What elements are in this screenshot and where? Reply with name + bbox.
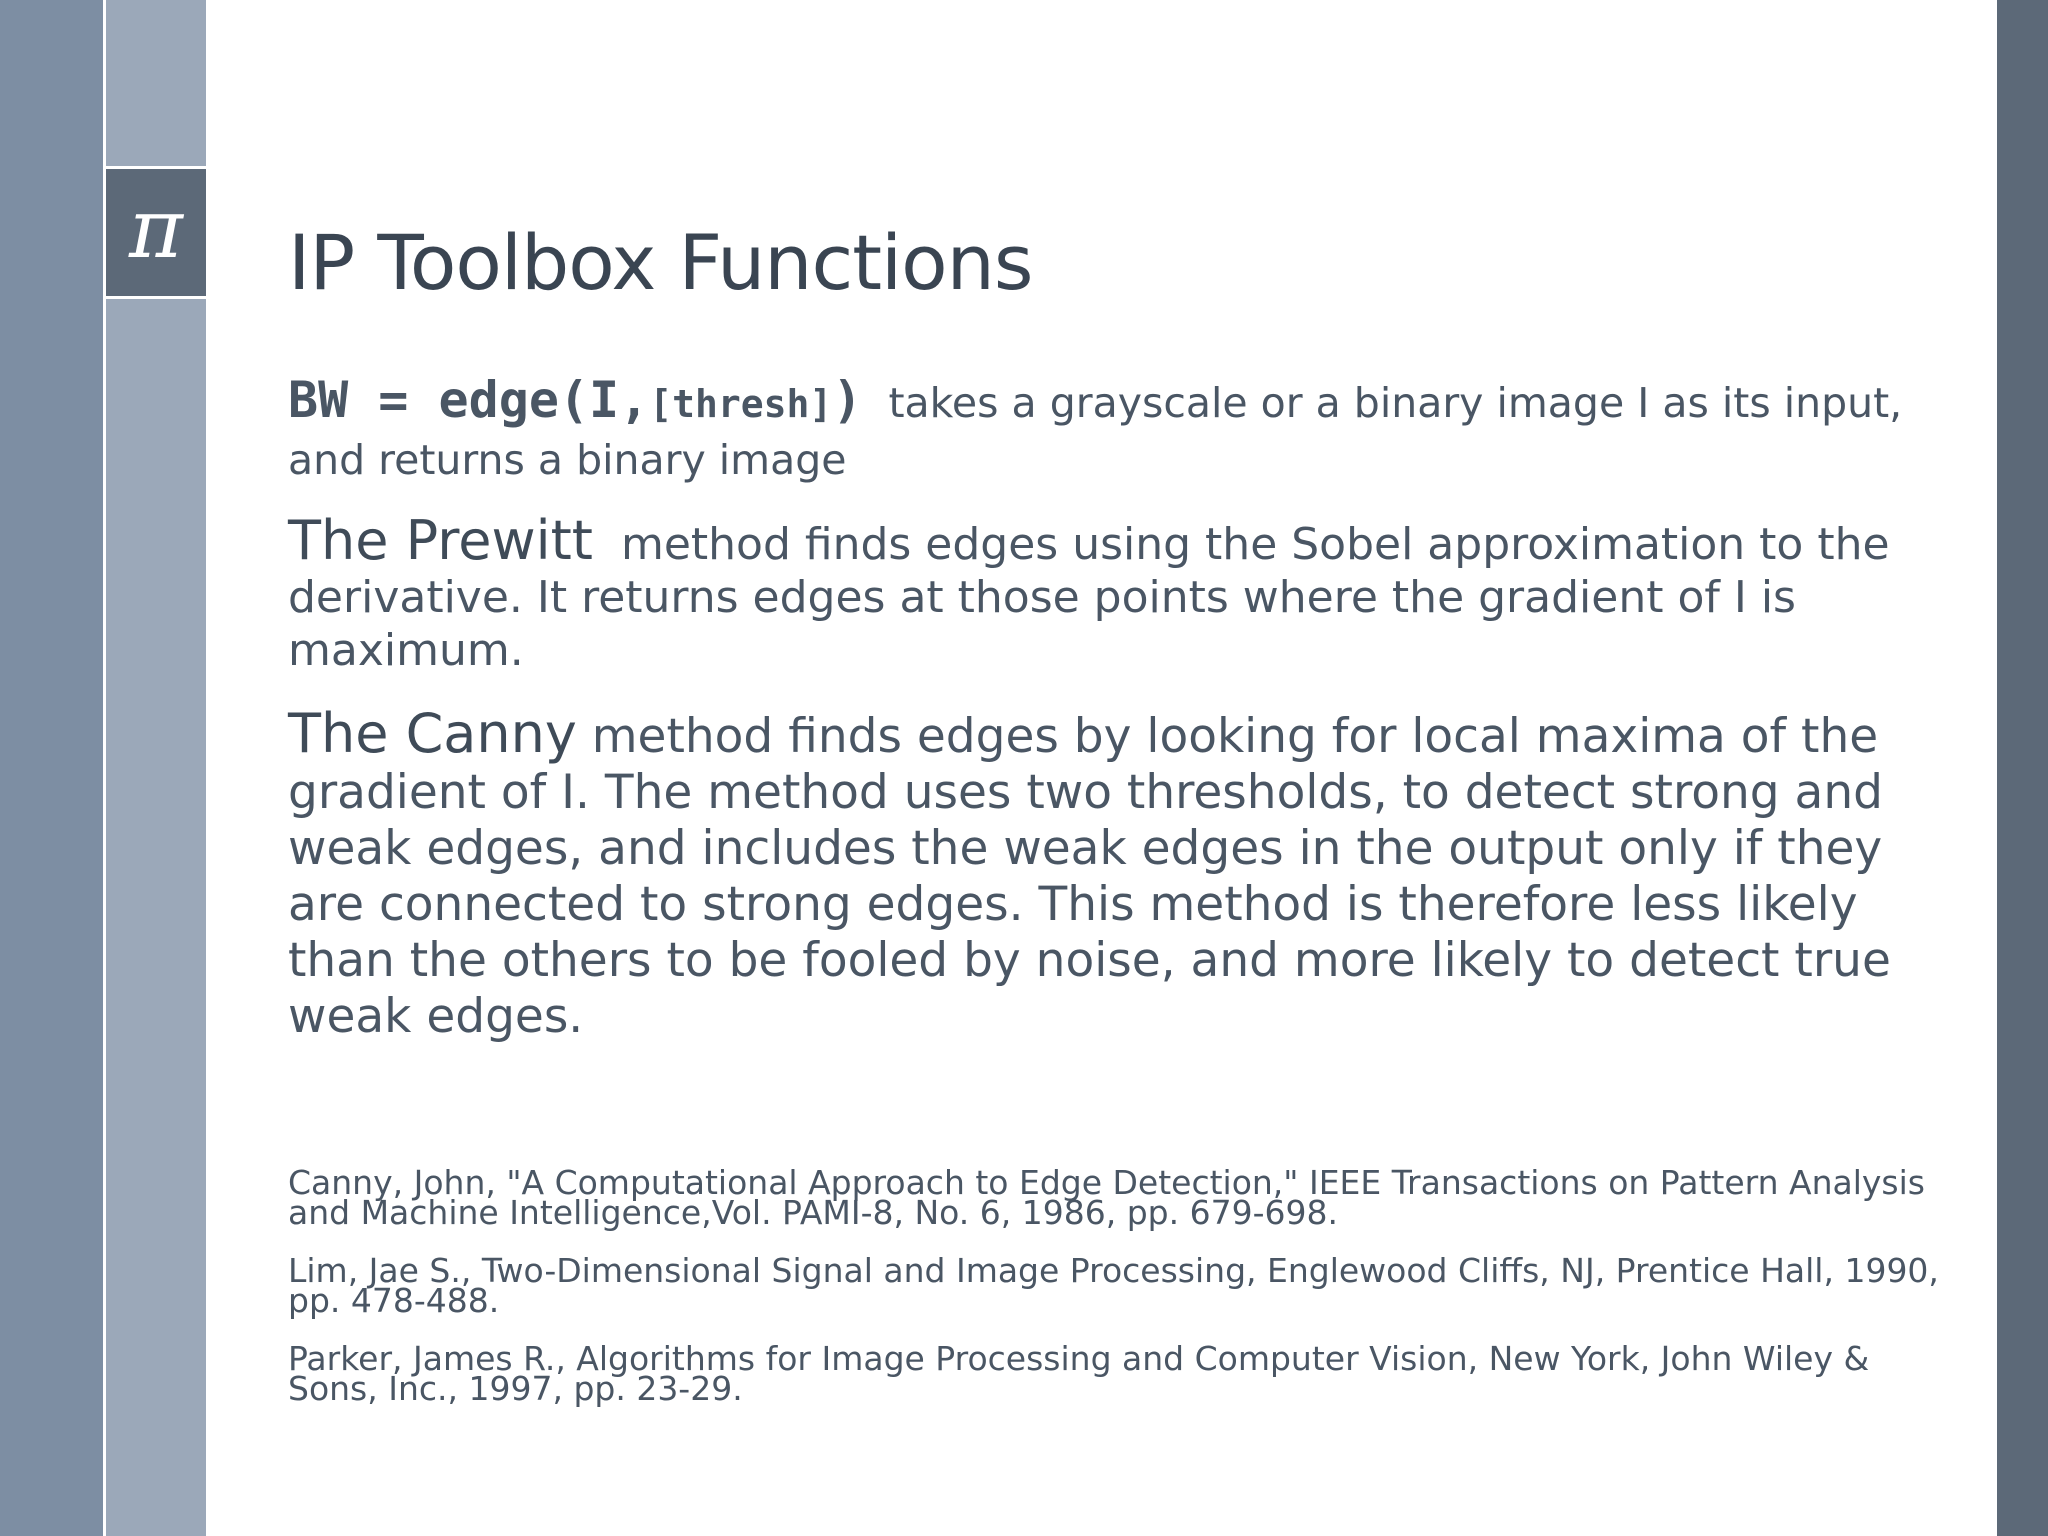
edge-code-arg: [thresh]	[649, 382, 833, 426]
canny-lead: The Canny	[288, 702, 577, 765]
canny-text: method finds edges by looking for local maxima of the gradient of I. The method uses two thresholds, to detect strong and weak edges, and includes the weak edges in the output only if they are connected to strong edges. This method is therefore less likely than the others to be fooled by noise, and more likely to detect true weak edges.	[288, 709, 1891, 1044]
reference-lim: Lim, Jae S., Two-Dimensional Signal and Image Processing, Englewood Cliffs, NJ, Prentice Hall, 1990, pp. 478-488.	[288, 1251, 1939, 1320]
left-outer-bar	[0, 0, 103, 1536]
edge-function-paragraph	[288, 372, 1968, 488]
reference-parker: Parker, James R., Algorithms for Image Processing and Computer Vision, New York, John Wiley & Sons, Inc., 1997, pp. 23-29.	[288, 1339, 1870, 1408]
pi-icon: π	[129, 181, 183, 277]
prewitt-paragraph	[288, 509, 1968, 677]
right-bar	[1997, 0, 2048, 1536]
prewitt-text: method finds edges using the Sobel approximation to the derivative. It returns edges at those points where the gradient of I is maximum.	[288, 519, 1890, 676]
prewitt-lead: The Prewitt	[288, 509, 593, 572]
slide-title: IP Toolbox Functions	[288, 218, 1033, 307]
edge-code-close: )	[832, 371, 863, 429]
logo-box	[106, 166, 206, 299]
edge-code-main: BW = edge(I,	[288, 371, 650, 429]
reference-canny: Canny, John, "A Computational Approach to Edge Detection," IEEE Transactions on Pattern Analysis and Machine Intelligence,Vol. PAMI-8, No. 6, 1986, pp. 679-698.	[288, 1163, 1925, 1232]
edge-description: takes a grayscale or a binary image I as its input, and returns a binary image	[288, 379, 1903, 484]
canny-paragraph	[288, 702, 1968, 1045]
